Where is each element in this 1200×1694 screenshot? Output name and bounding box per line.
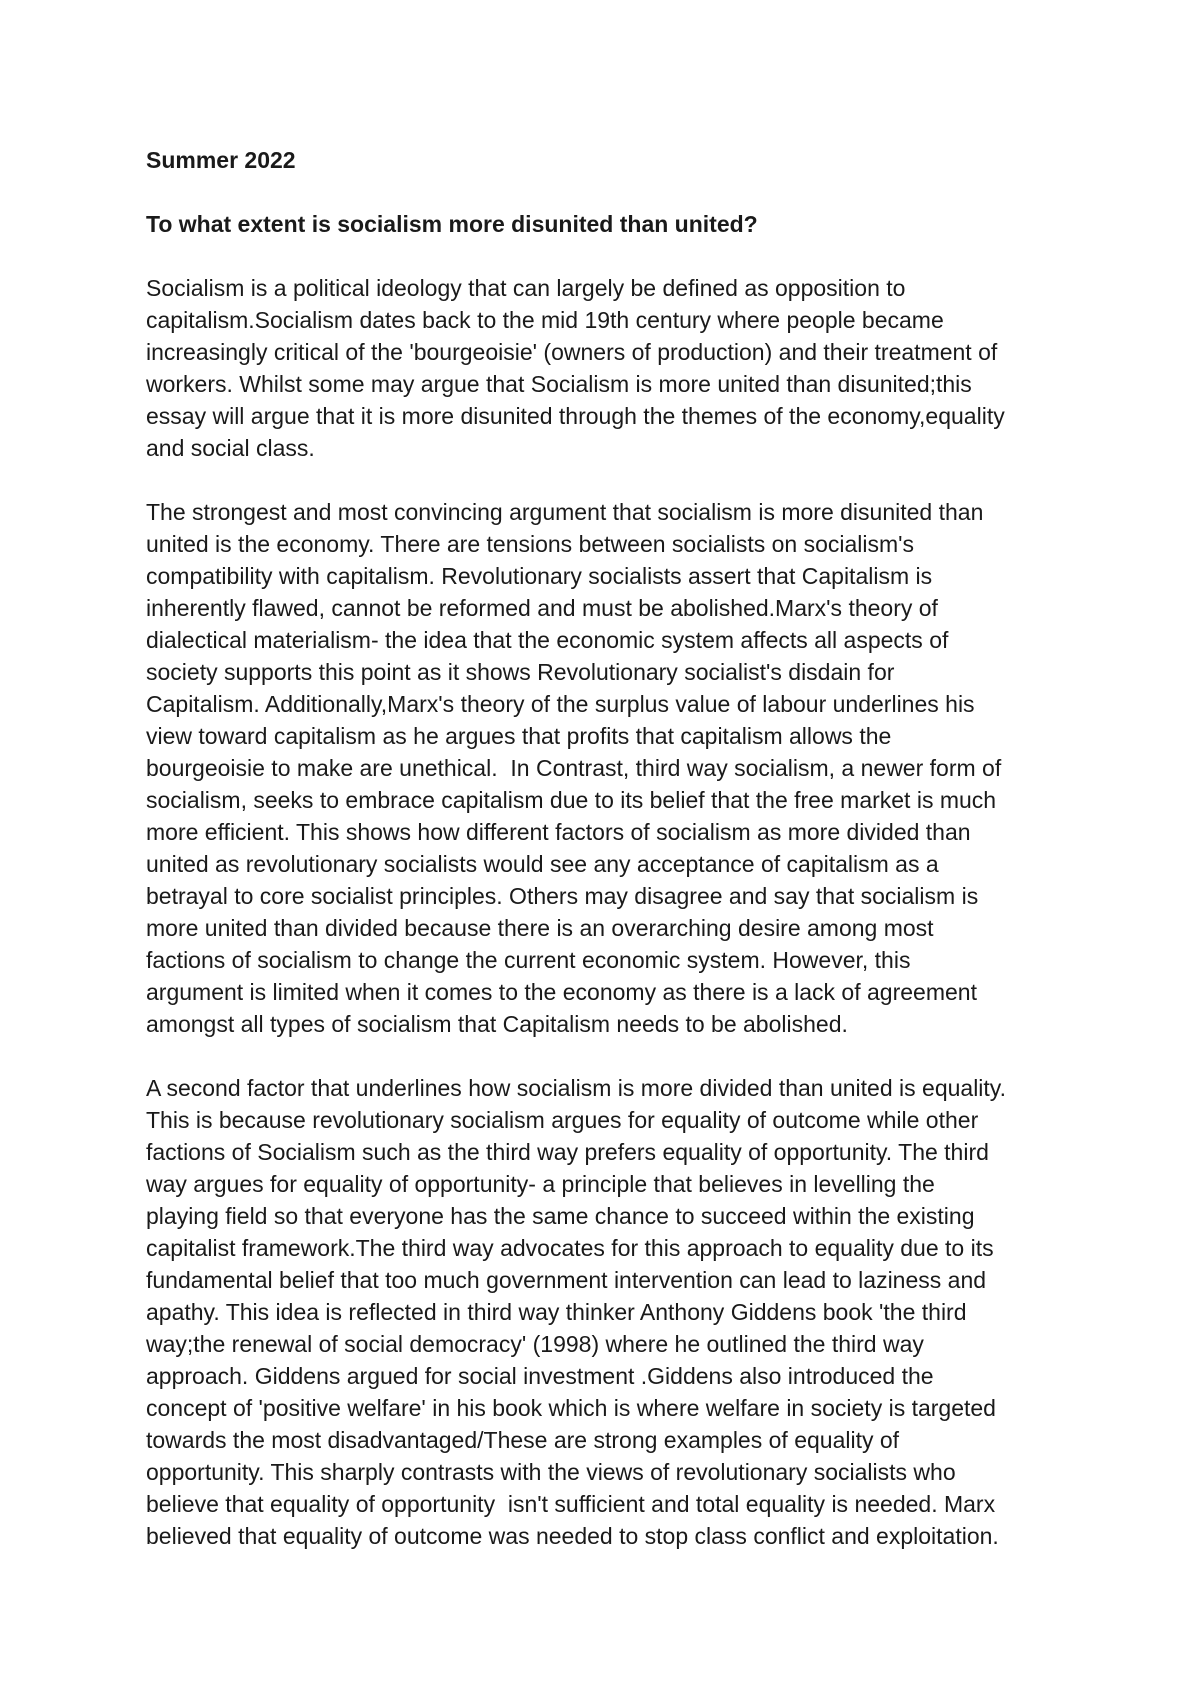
- paragraph-line: apathy. This idea is reflected in third way thinker Anthony Giddens book 'the third: [146, 1299, 967, 1325]
- paragraph-line: compatibility with capitalism. Revolutionary socialists assert that Capitalism is: [146, 563, 933, 589]
- paragraph-line: capitalism.Socialism dates back to the mid 19th century where people became: [146, 307, 944, 333]
- paragraph-line: more united than divided because there is an overarching desire among most: [146, 915, 934, 941]
- paragraph-line: workers. Whilst some may argue that Socialism is more united than disunited;this: [146, 371, 972, 397]
- paragraph-line: A second factor that underlines how socialism is more divided than united is equality.: [146, 1075, 1006, 1101]
- paragraph-line: amongst all types of socialism that Capitalism needs to be abolished.: [146, 1011, 848, 1037]
- paragraph-line: opportunity. This sharply contrasts with the views of revolutionary socialists who: [146, 1459, 956, 1485]
- paragraph-line: way;the renewal of social democracy' (1998) where he outlined the third way: [146, 1331, 924, 1357]
- paragraph-line: essay will argue that it is more disunited through the themes of the economy,equality: [146, 403, 1005, 429]
- essay-paragraphs: [146, 272, 1066, 1552]
- paragraph-line: playing field so that everyone has the same chance to succeed within the existing: [146, 1203, 975, 1229]
- paragraph-line: increasingly critical of the 'bourgeoisie' (owners of production) and their treatment of: [146, 339, 998, 365]
- essay-paragraph: [146, 272, 1066, 464]
- paragraph-line: believed that equality of outcome was needed to stop class conflict and exploitation.: [146, 1523, 999, 1549]
- paragraph-line: approach. Giddens argued for social investment .Giddens also introduced the: [146, 1363, 934, 1389]
- paragraph-line: believe that equality of opportunity isn't sufficient and total equality is needed. Marx: [146, 1491, 996, 1517]
- essay-paragraph: [146, 496, 1066, 1040]
- paragraph-line: bourgeoisie to make are unethical. In Contrast, third way socialism, a newer form of: [146, 755, 1002, 781]
- essay-question: To what extent is socialism more disunited than united?: [146, 211, 758, 237]
- paragraph-line: inherently flawed, cannot be reformed and must be abolished.Marx's theory of: [146, 595, 938, 621]
- paragraph-line: betrayal to core socialist principles. Others may disagree and say that socialism is: [146, 883, 979, 909]
- paragraph-line: united is the economy. There are tensions between socialists on socialism's: [146, 531, 915, 557]
- paragraph-line: Capitalism. Additionally,Marx's theory of the surplus value of labour underlines his: [146, 691, 975, 717]
- paragraph-line: dialectical materialism- the idea that the economic system affects all aspects of: [146, 627, 949, 653]
- paragraph-line: argument is limited when it comes to the economy as there is a lack of agreement: [146, 979, 977, 1005]
- paragraph-line: fundamental belief that too much government intervention can lead to laziness and: [146, 1267, 987, 1293]
- paragraph-line: united as revolutionary socialists would see any acceptance of capitalism as a: [146, 851, 939, 877]
- paragraph-line: The strongest and most convincing argument that socialism is more disunited than: [146, 499, 984, 525]
- paragraph-line: factions of socialism to change the current economic system. However, this: [146, 947, 911, 973]
- paragraph-line: concept of 'positive welfare' in his book which is where welfare in society is targeted: [146, 1395, 996, 1421]
- paragraph-line: and social class.: [146, 435, 315, 461]
- paragraph-line: more efficient. This shows how different factors of socialism as more divided than: [146, 819, 971, 845]
- paragraph-line: towards the most disadvantaged/These are strong examples of equality of: [146, 1427, 900, 1453]
- essay-paragraph: [146, 1072, 1066, 1552]
- paragraph-line: capitalist framework.The third way advocates for this approach to equality due to its: [146, 1235, 994, 1261]
- document-body: [146, 144, 1066, 1552]
- paragraph-line: view toward capitalism as he argues that profits that capitalism allows the: [146, 723, 892, 749]
- document-heading: Summer 2022: [146, 147, 296, 173]
- paragraph-line: socialism, seeks to embrace capitalism due to its belief that the free market is much: [146, 787, 997, 813]
- paragraph-line: way argues for equality of opportunity- a principle that believes in levelling the: [146, 1171, 935, 1197]
- paragraph-line: This is because revolutionary socialism argues for equality of outcome while other: [146, 1107, 979, 1133]
- paragraph-line: society supports this point as it shows Revolutionary socialist's disdain for: [146, 659, 895, 685]
- paragraph-line: factions of Socialism such as the third way prefers equality of opportunity. The third: [146, 1139, 989, 1165]
- paragraph-line: Socialism is a political ideology that can largely be defined as opposition to: [146, 275, 906, 301]
